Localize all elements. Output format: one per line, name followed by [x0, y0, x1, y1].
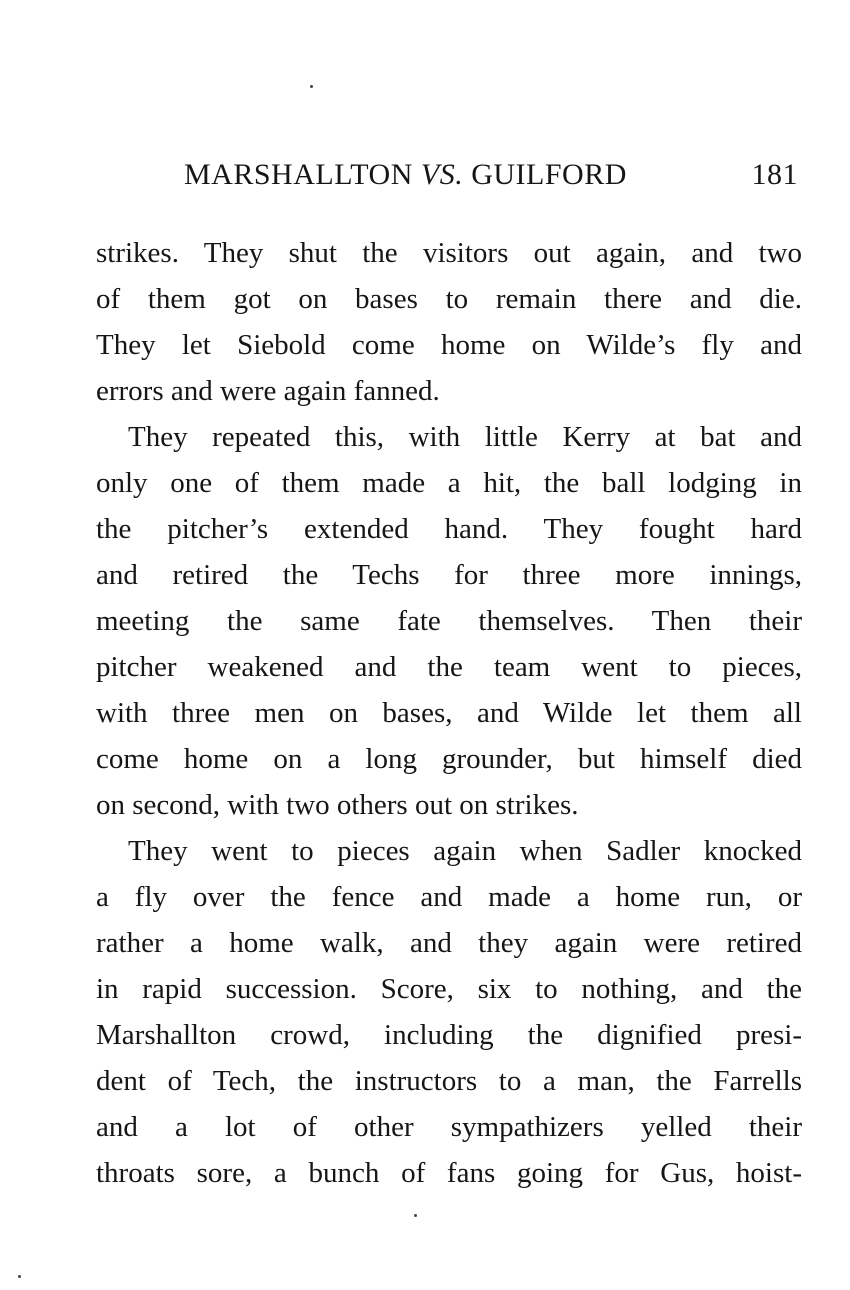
text-line: They let Siebold come home on Wilde’s fly and [96, 329, 802, 361]
text-line: the pitcher’s extended hand. They fought hard [96, 513, 802, 545]
body-text [96, 230, 802, 1196]
text-line: throats sore, a bunch of fans going for Gus, hoist- [96, 1157, 802, 1189]
text-line: and a lot of other sympathizers yelled their [96, 1111, 802, 1143]
text-line: They went to pieces again when Sadler knocked [128, 835, 802, 867]
text-line: rather a home walk, and they again were retired [96, 927, 802, 959]
text-line: only one of them made a hit, the ball lodging in [96, 467, 802, 499]
text-line: of them got on bases to remain there and die. [96, 283, 802, 315]
text-line: with three men on bases, and Wilde let them all [96, 697, 802, 729]
paragraph [96, 828, 802, 1196]
text-line: meeting the same fate themselves. Then their [96, 605, 802, 637]
text-line: come home on a long grounder, but himself died [96, 743, 802, 775]
text-line: pitcher weakened and the team went to pieces, [96, 651, 802, 683]
running-head [184, 158, 627, 192]
text-line: errors and were again fanned. [96, 375, 440, 407]
page-header [184, 158, 798, 198]
text-line: They repeated this, with little Kerry at bat and [128, 421, 802, 453]
text-line: in rapid succession. Score, six to nothing, and the [96, 973, 802, 1005]
text-line: on second, with two others out on strikes. [96, 789, 579, 821]
paragraph [96, 230, 802, 414]
running-head-part: MARSHALLTON [184, 158, 421, 191]
running-head-part: GUILFORD [463, 158, 627, 191]
page-number: 181 [751, 158, 798, 191]
text-line: dent of Tech, the instructors to a man, the Farrells [96, 1065, 802, 1097]
text-line: strikes. They shut the visitors out again, and two [96, 237, 802, 269]
scan-speck [18, 1275, 21, 1278]
scan-speck [310, 85, 313, 88]
running-head-vs: VS. [420, 158, 464, 191]
text-line: and retired the Techs for three more innings, [96, 559, 802, 591]
paragraph [96, 414, 802, 828]
text-line: Marshallton crowd, including the dignified presi- [96, 1019, 802, 1051]
scan-speck [414, 1214, 417, 1217]
text-line: a fly over the fence and made a home run, or [96, 881, 802, 913]
